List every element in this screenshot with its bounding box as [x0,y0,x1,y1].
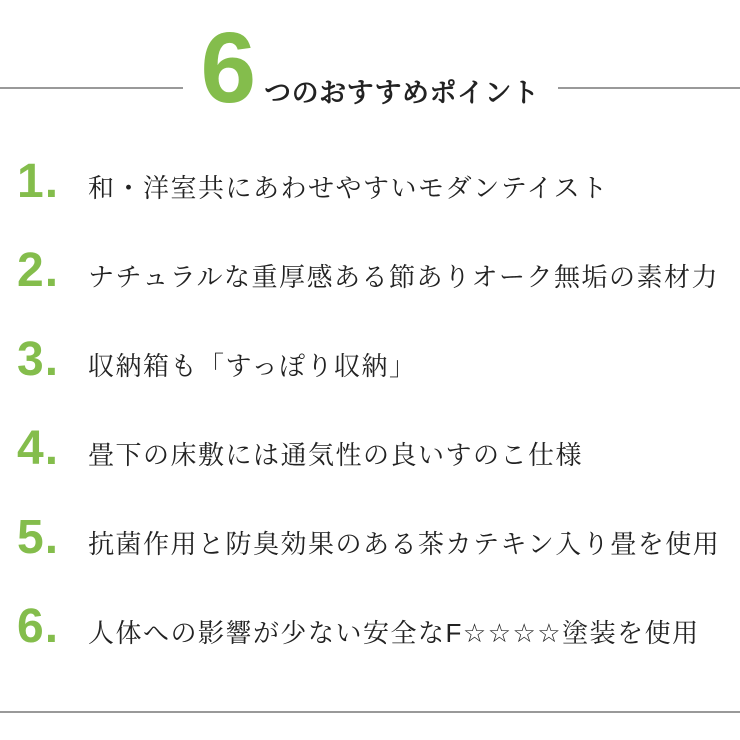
point-text: ナチュラルな重厚感ある節ありオーク無垢の素材力 [88,262,719,292]
list-item [0,333,740,425]
point-text: 人体への影響が少ない安全なF☆☆☆☆塗装を使用 [88,618,700,648]
header-content [0,12,740,124]
section-header [0,0,740,158]
list-item [0,155,740,247]
list-item [0,244,740,336]
point-number: 6. [17,600,60,653]
list-item [0,600,740,692]
big-number: 6 [200,12,257,124]
section-title: つのおすすめポイント [264,78,540,108]
point-text: 収納箱も「すっぽり収納」 [88,351,417,381]
point-number: 3. [17,333,60,386]
point-number: 5. [17,511,60,564]
points-list [0,155,740,692]
point-number: 4. [17,422,60,475]
point-number: 1. [17,155,60,208]
point-text: 和・洋室共にあわせやすいモダンテイスト [88,173,609,203]
point-text: 抗菌作用と防臭効果のある茶カテキン入り畳を使用 [88,529,721,559]
bottom-divider [0,711,740,713]
list-item [0,422,740,514]
point-number: 2. [17,244,60,297]
point-text: 畳下の床敷には通気性の良いすのこ仕様 [88,440,584,470]
list-item [0,511,740,603]
